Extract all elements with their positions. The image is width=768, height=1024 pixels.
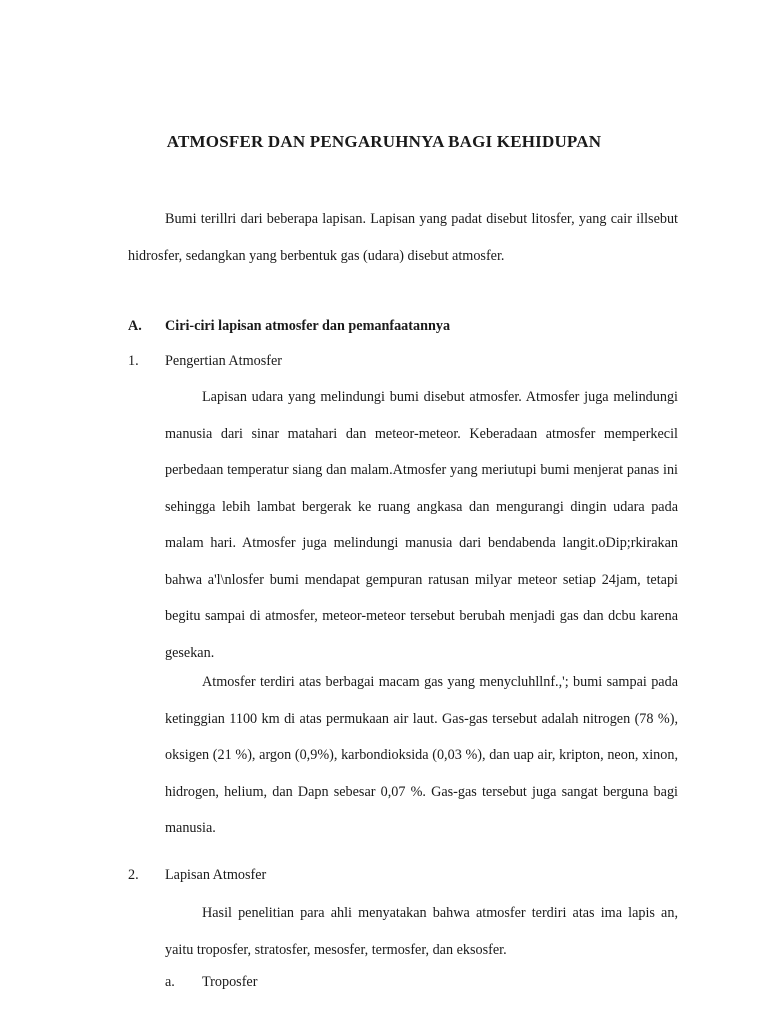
subsection-1-paragraph-1: Lapisan udara yang melindungi bumi disebut atmosfer. Atmosfer juga melindungi manusia dari sinar matahari dan meteor-meteor. Keberadaan atmosfer memperkecil perbedaan temperatur siang dan malam.Atmosfer yang meriutupi bumi menjerat panas ini sehingga lebih lambat bergerak ke ruang angkasa dan mengurangi dingin udara pada malam hari. Atmosfer juga melindungi manusia dari bendabenda langit.oDip;rkirakan bahwa a'l\nlosfer bumi mendapat gempuran ratusan milyar meteor setiap 24jam, tetapi begitu sampai di atmosfer, meteor-meteor tersebut berubah menjadi gas dan dcbu karena gesekan. bbox=[165, 389, 678, 661]
section-a-number: A. bbox=[128, 318, 142, 334]
subsection-2-title: Lapisan Atmosfer bbox=[165, 867, 267, 883]
page-title: ATMOSFER DAN PENGARUHNYA BAGI KEHIDUPAN bbox=[166, 132, 602, 151]
subsection-2-number: 2. bbox=[128, 867, 139, 883]
subsection-1-number: 1. bbox=[128, 353, 139, 369]
section-a-title: Ciri-ciri lapisan atmosfer dan pemanfaatannya bbox=[165, 318, 451, 334]
subsection-2a-letter: a. bbox=[165, 974, 175, 990]
subsection-1-paragraph-2: Atmosfer terdiri atas berbagai macam gas yang menycluhllnf.,'; bumi sampai pada ketinggian 1100 km di atas permukaan air laut. Gas-gas tersebut adalah nitrogen (78 %), oksigen (21 %), argon (0,9%), karbondioksida (0,03 %), dan uap air, kripton, neon, xinon, hidrogen, helium, dan Dapn sebesar 0,07 %. Gas-gas tersebut juga sangat berguna bagi manusia. bbox=[165, 674, 678, 836]
subsection-2-paragraph-1: Hasil penelitian para ahli menyatakan bahwa atmosfer terdiri atas ima lapis an, yaitu troposfer, stratosfer, mesosfer, termosfer, dan eksosfer. bbox=[165, 905, 678, 958]
subsection-1-title: Pengertian Atmosfer bbox=[165, 353, 283, 369]
intro-paragraph: Bumi terillri dari beberapa lapisan. Lapisan yang padat disebut litosfer, yang cair illsebut hidrosfer, sedangkan yang berbentuk gas (udara) disebut atmosfer. bbox=[128, 211, 678, 264]
subsection-2a-title: Troposfer bbox=[202, 974, 258, 990]
